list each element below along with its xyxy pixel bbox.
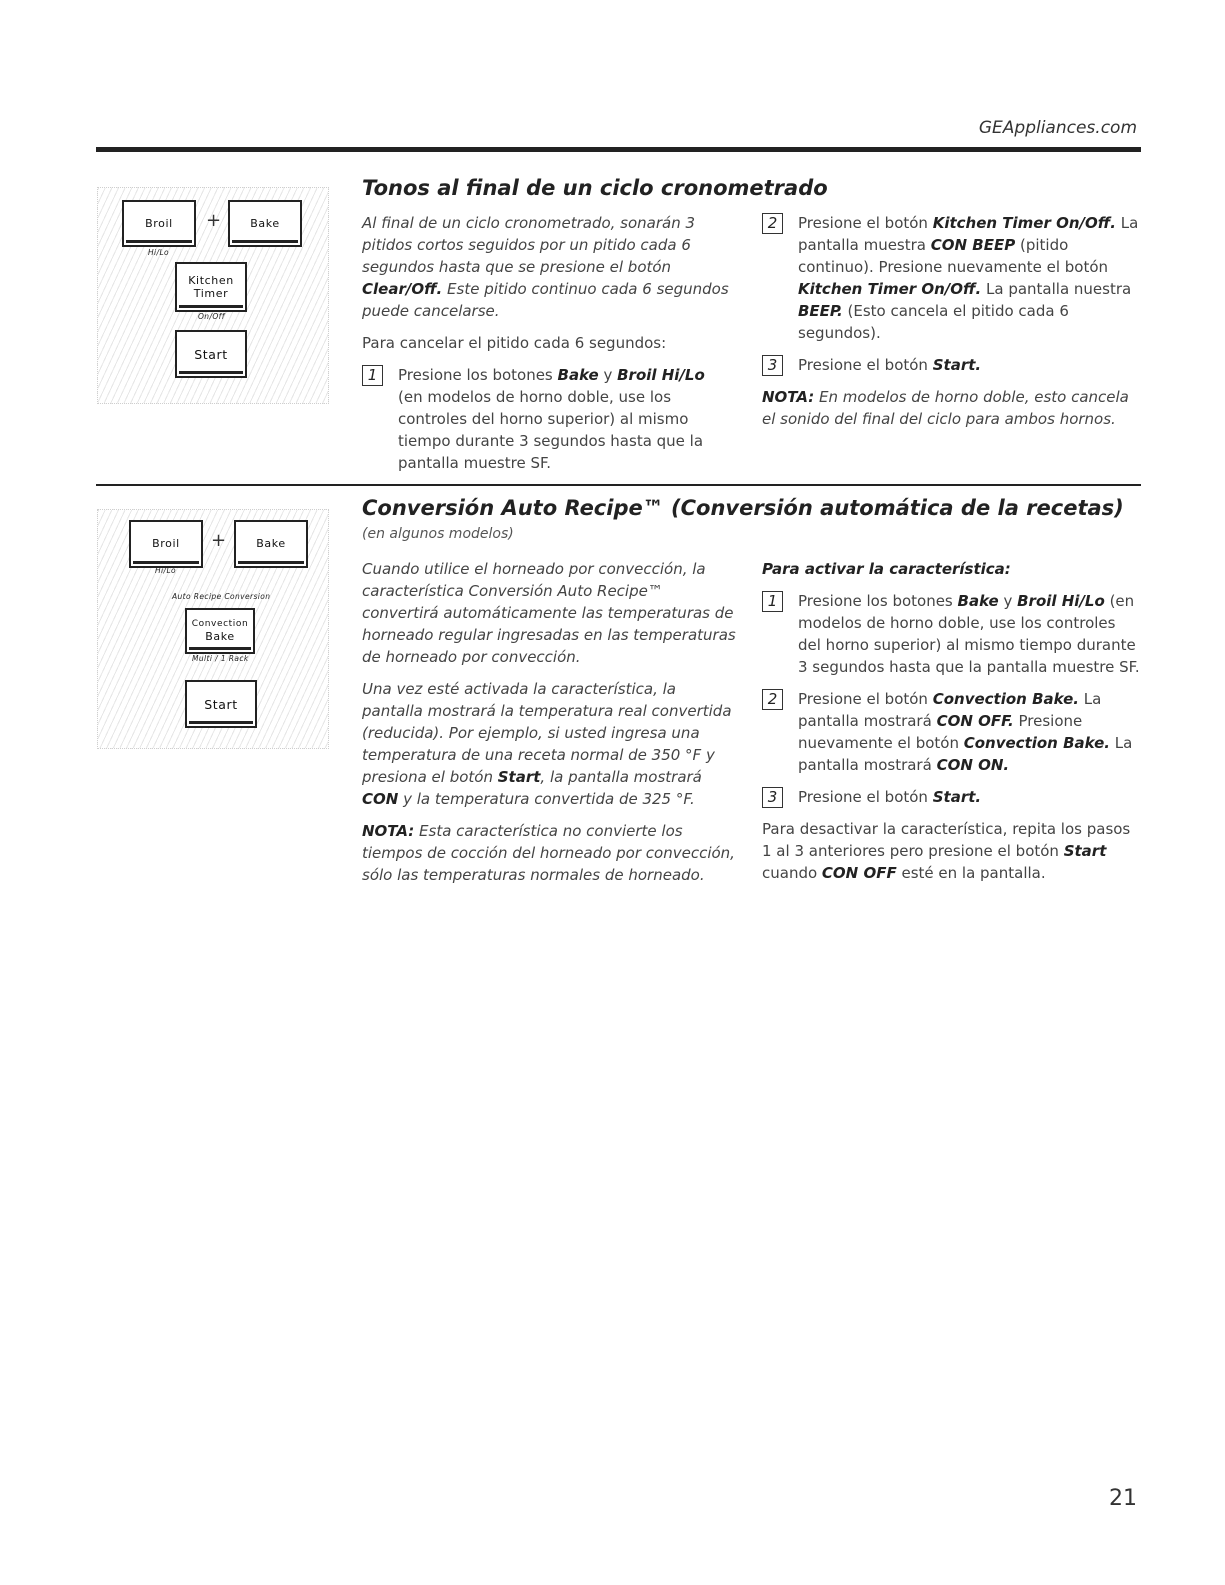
broil-sublabel: Hi/Lo bbox=[148, 248, 170, 257]
section1-right-column bbox=[762, 212, 1142, 440]
convection-key-line2: Bake bbox=[205, 629, 235, 643]
deactivate-bold: Start bbox=[1063, 842, 1107, 860]
broil-sublabel: Hi/Lo bbox=[155, 566, 177, 575]
deactivate-text: Para desactivar la característica, repita los pasos 1 al 3 anteriores pero presione el botón bbox=[762, 820, 1131, 860]
para-text: Una vez esté activada la característica, la pantalla mostrará la temperatura real convertida (reducida). Por ejemplo, si usted ingresa una temperatura de una receta normal de 350 °F y presiona el botón bbox=[362, 680, 732, 786]
section-divider bbox=[96, 484, 1141, 486]
section2-step-2 bbox=[762, 688, 1142, 776]
step-text: Presione el botón bbox=[798, 356, 933, 374]
step-text: y bbox=[998, 592, 1018, 610]
section1-step-2 bbox=[762, 212, 1142, 344]
convection-key-line1: Convection bbox=[191, 619, 249, 629]
note-label: NOTA: bbox=[762, 388, 815, 406]
section2-title: Conversión Auto Recipe™ (Conversión automática de la recetas) bbox=[362, 496, 1124, 520]
para-bold: CON bbox=[362, 790, 399, 808]
note-text: Esta característica no convierte los tiempos de cocción del horneado por convección, sólo las temperaturas normales de horneado. bbox=[362, 822, 735, 884]
para-bold: Start bbox=[497, 768, 541, 786]
step-text: Presione el botón bbox=[798, 214, 933, 232]
step-text: (en modelos de horno doble, use los controles del horno superior) al mismo tiempo durante 3 segundos hasta que la pantalla muestre SF. bbox=[798, 592, 1140, 676]
convection-bake-key bbox=[185, 608, 255, 654]
section2-left-column bbox=[362, 558, 737, 896]
cancel-label: Para cancelar el pitido cada 6 segundos: bbox=[362, 334, 667, 352]
step-bold: Bake bbox=[957, 592, 999, 610]
step-bold: Start. bbox=[932, 356, 982, 374]
section2-note bbox=[362, 820, 737, 886]
deactivate-bold: CON OFF bbox=[821, 864, 897, 882]
step-bold: CON ON. bbox=[936, 756, 1010, 774]
step-text: (pitido continuo). Presione nuevamente el botón bbox=[798, 236, 1109, 276]
step-text: La pantalla mostrará bbox=[798, 734, 1133, 774]
step-bold: Start. bbox=[932, 788, 982, 806]
section1-intro bbox=[362, 212, 732, 322]
step-number: 2 bbox=[762, 213, 783, 234]
step-bold: Kitchen Timer On/Off. bbox=[798, 280, 982, 298]
section1-step-1 bbox=[362, 364, 732, 474]
bake-key: Bake bbox=[228, 200, 302, 247]
step-text: Presione los botones bbox=[798, 592, 958, 610]
step-text: La pantalla nuestra bbox=[981, 280, 1132, 298]
broil-key: Broil bbox=[129, 520, 203, 568]
step-number: 2 bbox=[762, 689, 783, 710]
section2-step-3 bbox=[762, 786, 1142, 808]
kitchen-timer-key bbox=[175, 262, 247, 312]
intro-text-2: Este pitido continuo cada 6 segundos puede cancelarse. bbox=[362, 280, 729, 320]
plus-sign: + bbox=[211, 530, 227, 551]
section1-step-3 bbox=[762, 354, 1142, 376]
section2-para1: Cuando utilice el horneado por convección, la característica Conversión Auto Recipe™ convertirá automáticamente las temperaturas de horneado regular ingresadas en las temperaturas de horneado por convección. bbox=[362, 560, 736, 666]
para-text: y la temperatura convertida de 325 °F. bbox=[398, 790, 695, 808]
step-text: Presione el botón bbox=[798, 690, 933, 708]
activate-label: Para activar la característica: bbox=[762, 560, 1011, 578]
section2-right-column bbox=[762, 558, 1142, 894]
step-bold: CON BEEP bbox=[930, 236, 1016, 254]
section2-subtitle: (en algunos modelos) bbox=[362, 526, 514, 542]
step-number: 3 bbox=[762, 787, 783, 808]
step-bold: CON OFF. bbox=[936, 712, 1014, 730]
section2-para2 bbox=[362, 678, 737, 810]
step-text: (Esto cancela el pitido cada 6 segundos). bbox=[798, 302, 1069, 342]
step-bold: Convection Bake. bbox=[932, 690, 1079, 708]
step-text: La pantalla mostrará bbox=[798, 690, 1102, 730]
step-bold: Kitchen Timer On/Off. bbox=[932, 214, 1116, 232]
step-text: La pantalla muestra bbox=[798, 214, 1139, 254]
step-text: Presione el botón bbox=[798, 788, 933, 806]
start-key: Start bbox=[185, 680, 257, 728]
timer-control-panel bbox=[97, 187, 329, 404]
step-text: Presione nuevamente el botón bbox=[798, 712, 1083, 752]
step-bold: Broil Hi/Lo bbox=[617, 366, 705, 384]
auto-recipe-label: Auto Recipe Conversion bbox=[172, 592, 271, 601]
top-divider bbox=[96, 147, 1141, 152]
start-key: Start bbox=[175, 330, 247, 378]
deactivate-text: esté en la pantalla. bbox=[896, 864, 1046, 882]
step-text: (en modelos de horno doble, use los controles del horno superior) al mismo tiempo durante 3 segundos hasta que la pantalla muestre SF. bbox=[398, 388, 704, 472]
section2-step-1 bbox=[762, 590, 1142, 678]
convection-control-panel bbox=[97, 509, 329, 749]
para-text: , la pantalla mostrará bbox=[540, 768, 702, 786]
step-bold: BEEP. bbox=[798, 302, 843, 320]
section1-left-column bbox=[362, 212, 732, 484]
step-text: Presione los botones bbox=[398, 366, 558, 384]
deactivate-text: cuando bbox=[762, 864, 822, 882]
step-text: y bbox=[598, 366, 618, 384]
deactivate-instructions bbox=[762, 818, 1142, 884]
section1-note bbox=[762, 386, 1142, 430]
step-bold: Bake bbox=[557, 366, 599, 384]
kitchen-timer-sublabel: On/Off bbox=[198, 312, 225, 321]
note-text: En modelos de horno doble, esto cancela el sonido del final del ciclo para ambos hornos. bbox=[762, 388, 1129, 428]
broil-key: Broil bbox=[122, 200, 196, 247]
step-number: 1 bbox=[762, 591, 783, 612]
step-number: 3 bbox=[762, 355, 783, 376]
step-number: 1 bbox=[362, 365, 383, 386]
site-url: GEAppliances.com bbox=[978, 118, 1137, 138]
section1-title: Tonos al final de un ciclo cronometrado bbox=[362, 176, 828, 200]
kitchen-timer-key-line2: Timer bbox=[193, 287, 229, 300]
step-bold: Broil Hi/Lo bbox=[1017, 592, 1105, 610]
page-number: 21 bbox=[1109, 1486, 1137, 1511]
step-bold: Convection Bake. bbox=[963, 734, 1110, 752]
note-label: NOTA: bbox=[362, 822, 415, 840]
kitchen-timer-key-line1: Kitchen bbox=[188, 273, 234, 287]
plus-sign: + bbox=[206, 210, 222, 231]
multi-rack-sublabel: Multi / 1 Rack bbox=[192, 654, 249, 663]
bake-key: Bake bbox=[234, 520, 308, 568]
intro-text: Al final de un ciclo cronometrado, sonarán 3 pitidos cortos seguidos por un pitido cada 6 segundos hasta que se presione el botón bbox=[362, 214, 696, 276]
intro-bold: Clear/Off. bbox=[362, 280, 443, 298]
